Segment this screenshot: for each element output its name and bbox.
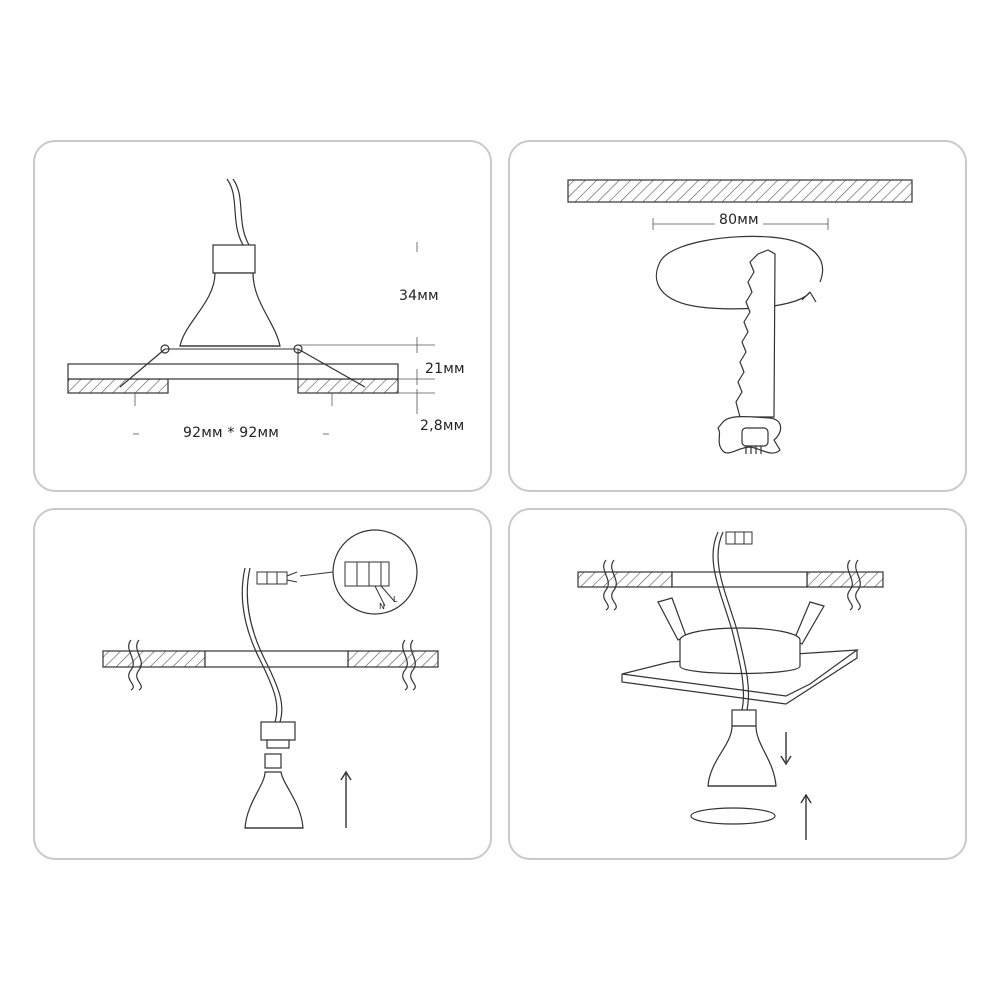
ceiling-slab (568, 180, 912, 202)
wire-l-label: L (393, 595, 398, 604)
terminal-block (257, 572, 297, 584)
terminal-block (726, 532, 752, 544)
lamp-socket (261, 722, 295, 740)
lamp-socket (213, 245, 255, 273)
wiring-diagram (35, 510, 494, 862)
ceiling-left (103, 651, 205, 667)
spring-clip-left (658, 598, 686, 640)
ceiling-left (578, 572, 672, 587)
panel-dimensions (33, 140, 492, 492)
lamp-socket (732, 710, 756, 726)
panel-wiring (33, 508, 492, 860)
frame-plate (68, 364, 398, 379)
installation-diagram (510, 510, 969, 862)
lamp-bulb (180, 273, 280, 346)
retaining-ring (691, 808, 775, 824)
dimension-size-label: 92мм * 92мм (183, 425, 279, 441)
lamp-bulb (245, 772, 303, 828)
panel-cutout (508, 140, 967, 492)
dimension-diagram (35, 142, 494, 494)
cutout-diagram (510, 142, 969, 494)
ceiling-gap (672, 572, 807, 587)
ceiling-left (68, 379, 168, 393)
ceiling-right (807, 572, 883, 587)
ceiling-right (348, 651, 438, 667)
cut-circle (656, 236, 822, 308)
dimension-34mm-label: 34мм (399, 288, 439, 304)
dimension-thickness-label: 2,8мм (420, 418, 465, 434)
wire-n-label: N (379, 602, 386, 611)
ceiling-gap (205, 651, 348, 667)
lamp-bulb (708, 726, 776, 786)
dimension-21mm-label: 21мм (425, 361, 465, 377)
frame-ring-body (680, 640, 800, 674)
ceiling-right (298, 379, 398, 393)
saw-blade (736, 250, 775, 417)
cutout-diameter-label: 80мм (715, 212, 763, 228)
panel-installation (508, 508, 967, 860)
cable (227, 179, 249, 245)
